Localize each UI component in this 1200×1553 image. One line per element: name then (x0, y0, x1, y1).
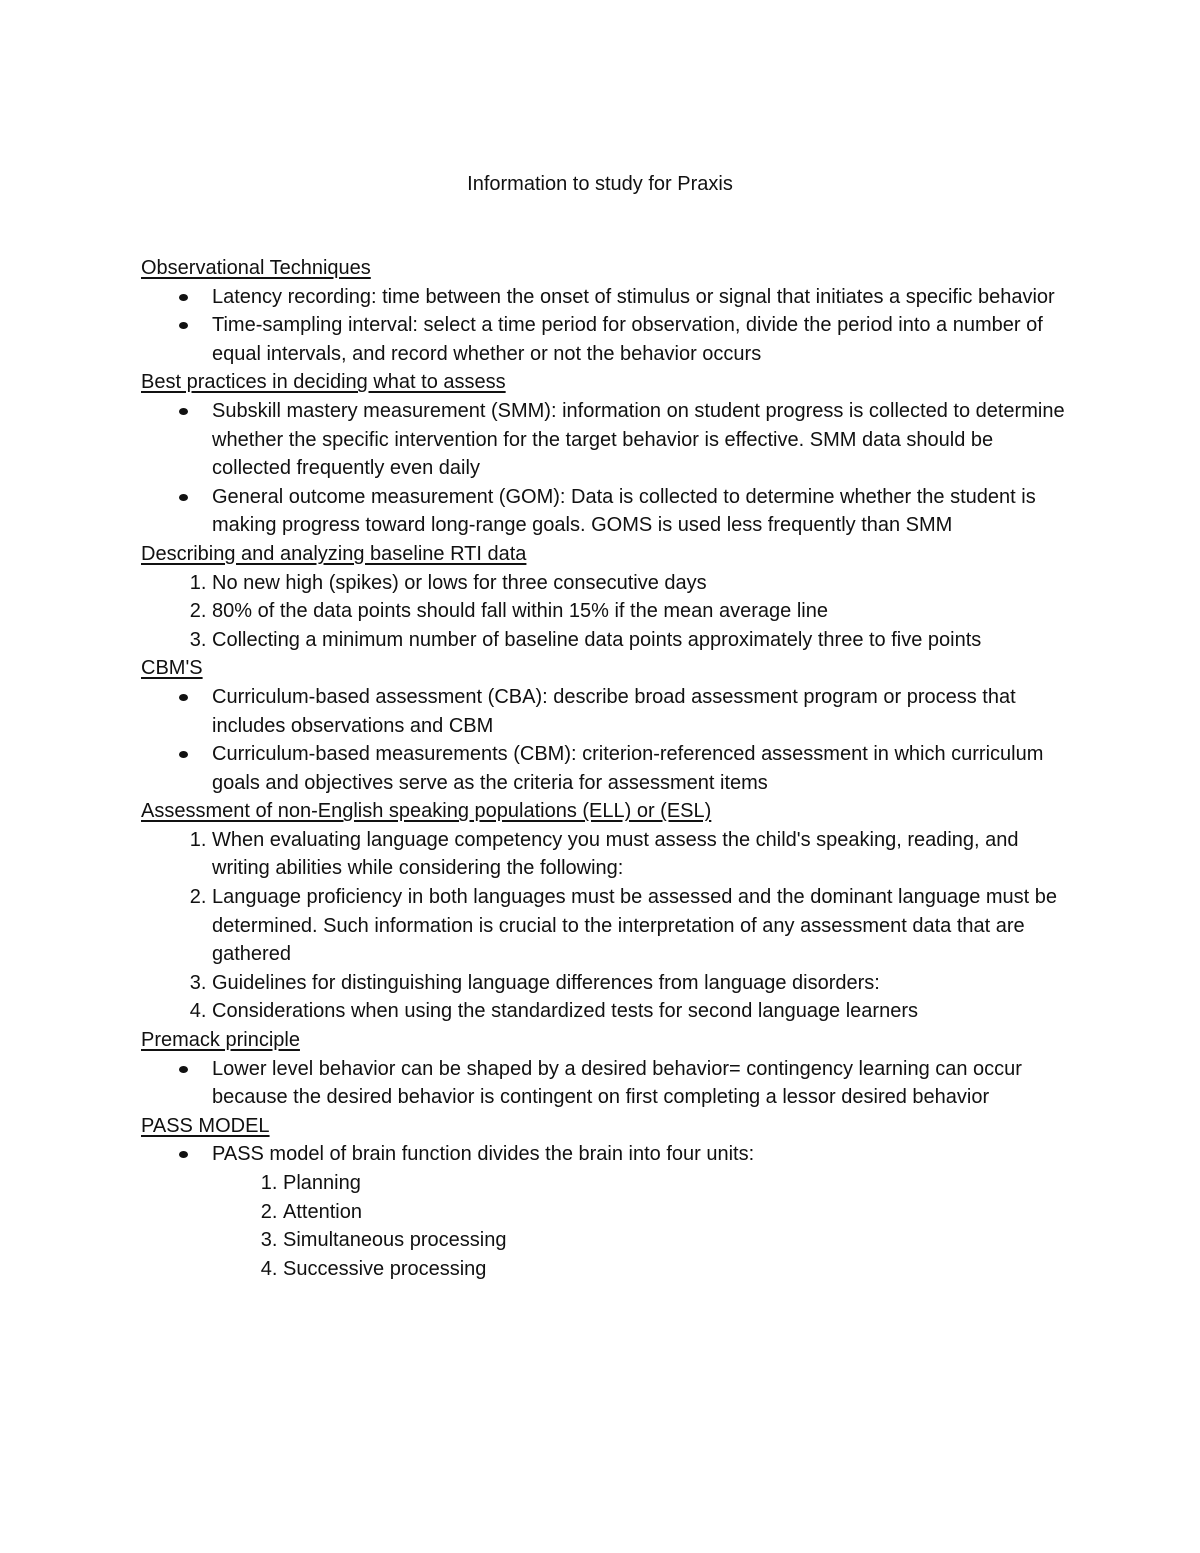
list-item: General outcome measurement (GOM): Data is collected to determine whether the student is making progress toward long-range goals. GOMS is used less frequently than SMM (212, 483, 1071, 540)
nested-numbered-list (212, 1169, 1071, 1283)
list-item: 1. No new high (spikes) or lows for three consecutive days (212, 569, 1071, 598)
list-item: 4. Considerations when using the standardized tests for second language learners (212, 997, 1071, 1026)
bullet-list (141, 1140, 1071, 1283)
list-item: Time-sampling interval: select a time period for observation, divide the period into a number of equal intervals, and record whether or not the behavior occurs (212, 311, 1071, 368)
list-item: Curriculum-based assessment (CBA): describe broad assessment program or process that includes observations and CBM (212, 683, 1071, 740)
list-item: Curriculum-based measurements (CBM): criterion-referenced assessment in which curriculum goals and objectives serve as the criteria for assessment items (212, 740, 1071, 797)
nested-list-item: 4. Successive processing (283, 1255, 1071, 1284)
section-heading-non-english-populations: Assessment of non-English speaking populations (ELL) or (ESL) (141, 800, 712, 823)
section-heading-observational-techniques: Observational Techniques (141, 257, 371, 279)
section-heading-best-practices: Best practices in deciding what to assess (141, 371, 506, 394)
list-item: 3. Guidelines for distinguishing language differences from language disorders: (212, 969, 1071, 998)
section-heading-premack-principle: Premack principle (141, 1029, 300, 1052)
section-heading-cbms: CBM'S (141, 657, 203, 680)
bullet-list (141, 283, 1071, 369)
list-item: 3. Collecting a minimum number of baseline data points approximately three to five points (212, 626, 1071, 655)
list-item (212, 1140, 1071, 1283)
list-item: 1. When evaluating language competency you must assess the child's speaking, reading, and writing abilities while considering the following: (212, 826, 1071, 883)
list-item: 2. Language proficiency in both languages must be assessed and the dominant language must be determined. Such information is crucial to the interpretation of any assessment data that are gathered (212, 883, 1071, 969)
nested-list-item: 3. Simultaneous processing (283, 1226, 1071, 1255)
list-item-text: PASS model of brain function divides the brain into four units: (212, 1143, 755, 1166)
bullet-list (141, 683, 1071, 797)
section-heading-pass-model: PASS MODEL (141, 1114, 270, 1137)
nested-list-item: 2. Attention (283, 1198, 1071, 1227)
section-heading-baseline-rti-data: Describing and analyzing baseline RTI data (141, 542, 527, 565)
list-item: Lower level behavior can be shaped by a desired behavior= contingency learning can occur because the desired behavior is contingent on first completing a lessor desired behavior (212, 1055, 1071, 1112)
document-body (141, 254, 1071, 1283)
list-item: 2. 80% of the data points should fall within 15% if the mean average line (212, 597, 1071, 626)
nested-list-item: 1. Planning (283, 1169, 1071, 1198)
numbered-list (141, 826, 1071, 1026)
bullet-list (141, 1055, 1071, 1112)
list-item: Subskill mastery measurement (SMM): information on student progress is collected to determine whether the specific intervention for the target behavior is effective. SMM data should be collected frequently even daily (212, 397, 1071, 483)
list-item: Latency recording: time between the onset of stimulus or signal that initiates a specific behavior (212, 283, 1071, 312)
bullet-list (141, 397, 1071, 540)
numbered-list (141, 569, 1071, 655)
document-title: Information to study for Praxis (467, 173, 733, 195)
